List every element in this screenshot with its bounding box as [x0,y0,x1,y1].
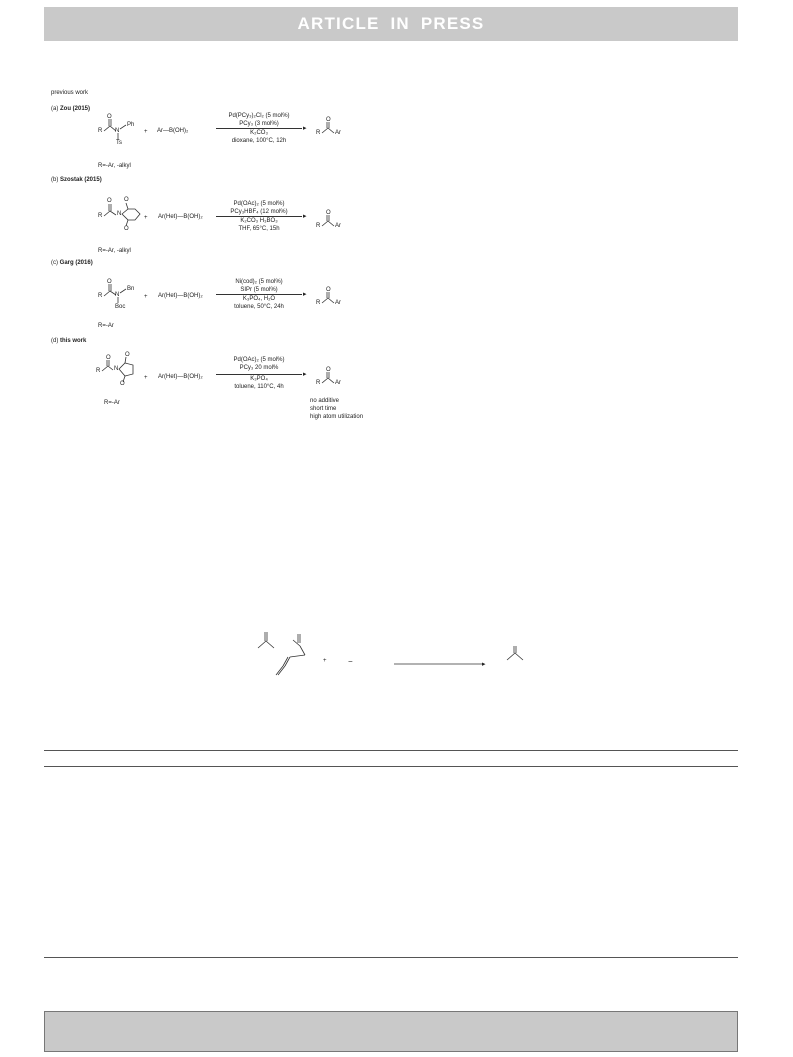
c-cond-above-1: Ni(cod)₂ (5 mol%) [235,279,283,285]
a-cond-above-1: Pd(PCy₃)₂Cl₂ (5 mol%) [228,113,290,119]
b-R: R [98,213,103,219]
footer-citation-box [44,1011,738,1052]
b-nitrogen: N [117,211,122,217]
c-cond-below-1: K₃PO₄, H₂O [216,294,302,303]
label-a: (a) Zou (2015) [51,106,91,112]
d-product-Ar: Ar [335,380,341,386]
c-nitrogen: N [115,292,120,298]
a-note: R=-Ar, -alkyl [98,163,131,169]
b-product-Ar: Ar [335,223,341,229]
a-tosyl: Ts [116,140,122,146]
d-product-oxygen: O [326,367,331,373]
label-c: (c) Garg (2016) [51,260,93,266]
b-product-R: R [316,223,321,229]
label-d: (d) this work [51,338,87,344]
d-note: R=-Ar [104,400,120,406]
b-cond-above-2: PCy₃HBF₄ (12 mol%) [230,209,288,215]
b-oxygen: O [107,198,112,204]
c-oxygen: O [107,279,112,285]
d-arrowhead: ▸ [303,371,307,378]
c-product-oxygen: O [326,287,331,293]
b-arrowhead: ▸ [303,213,307,220]
b-cond-below-1: K₂CO₃ H₃BO₃ [216,216,302,225]
d-cond-above-2: PCy₃ 20 mol% [239,365,279,371]
d-cond-above-1: Pd(OAc)₂ (5 mol%) [233,357,285,363]
d-plus: + [144,375,148,381]
d-ring-oxygen-bottom: O [120,381,125,387]
b-reagent: Ar(Het)—B(OH)₂ [158,214,203,220]
a-product-R: R [316,130,321,136]
a-cond-below-1: K₂CO₃ [216,128,302,137]
d-R: R [96,368,101,374]
c-product-R: R [316,300,321,306]
table-header-rule [44,766,738,767]
d-ring-oxygen-top: O [125,352,130,358]
b-cond-above-1: Pd(OAc)₂ (5 mol%) [233,201,285,207]
d-nitrogen: N [114,366,119,372]
c-product-Ar: Ar [335,300,341,306]
c-plus: + [144,294,148,300]
c-boc: Boc [115,304,126,310]
d-feature-2: short time [310,406,337,412]
a-nitrogen: N [115,128,120,134]
b-product-oxygen: O [326,210,331,216]
c-R: R [98,293,103,299]
a-oxygen: O [107,114,112,120]
d-cond-below-2: toluene, 110°C, 4h [234,384,284,390]
d-feature-3: high atom utilization [310,414,364,420]
a-arrowhead: ▸ [303,125,307,132]
b-plus: + [144,215,148,221]
c-reagent: Ar(Het)—B(OH)₂ [158,293,203,299]
b-ring-oxygen-top: O [124,197,129,203]
a-cond-below-2: dioxane, 100°C, 12h [231,138,287,144]
c-cond-below-2: toluene, 50°C, 24h [234,304,284,310]
table-top-rule [44,750,738,751]
a-product-oxygen: O [326,117,331,123]
a-plus: + [144,129,148,135]
d-oxygen: O [106,355,111,361]
c-arrowhead: ▸ [303,291,307,298]
table-bottom-rule [44,957,738,958]
d-product-R: R [316,380,321,386]
reaction2-plus: + [323,658,327,664]
b-note: R=-Ar, -alkyl [98,248,131,254]
b-cond-below-2: THF, 65°C, 15h [238,226,280,232]
label-b: (b) Szostak (2015) [51,177,102,183]
a-n-substituent: Ph [127,122,135,128]
a-reagent: Ar—B(OH)₂ [157,128,189,134]
banner-text: ARTICLE IN PRESS [297,14,485,33]
c-cond-above-2: SIPr (5 mol%) [240,287,278,293]
scheme-intro: previous work [51,90,89,96]
reaction2-arrowhead: ▸ [482,661,486,668]
d-feature-1: no additive [310,398,340,404]
b-ring-oxygen-bottom: O [124,226,129,232]
c-note: R=-Ar [98,323,114,329]
d-cond-below-1: K₃PO₄ [216,374,302,383]
a-product-Ar: Ar [335,130,341,136]
a-R: R [98,128,103,134]
a-cond-above-2: PCy₃ (3 mol%) [239,121,279,127]
reaction2-minus: − [348,657,353,666]
c-n-substituent: Bn [127,286,135,292]
d-reagent: Ar(Het)—B(OH)₂ [158,374,203,380]
